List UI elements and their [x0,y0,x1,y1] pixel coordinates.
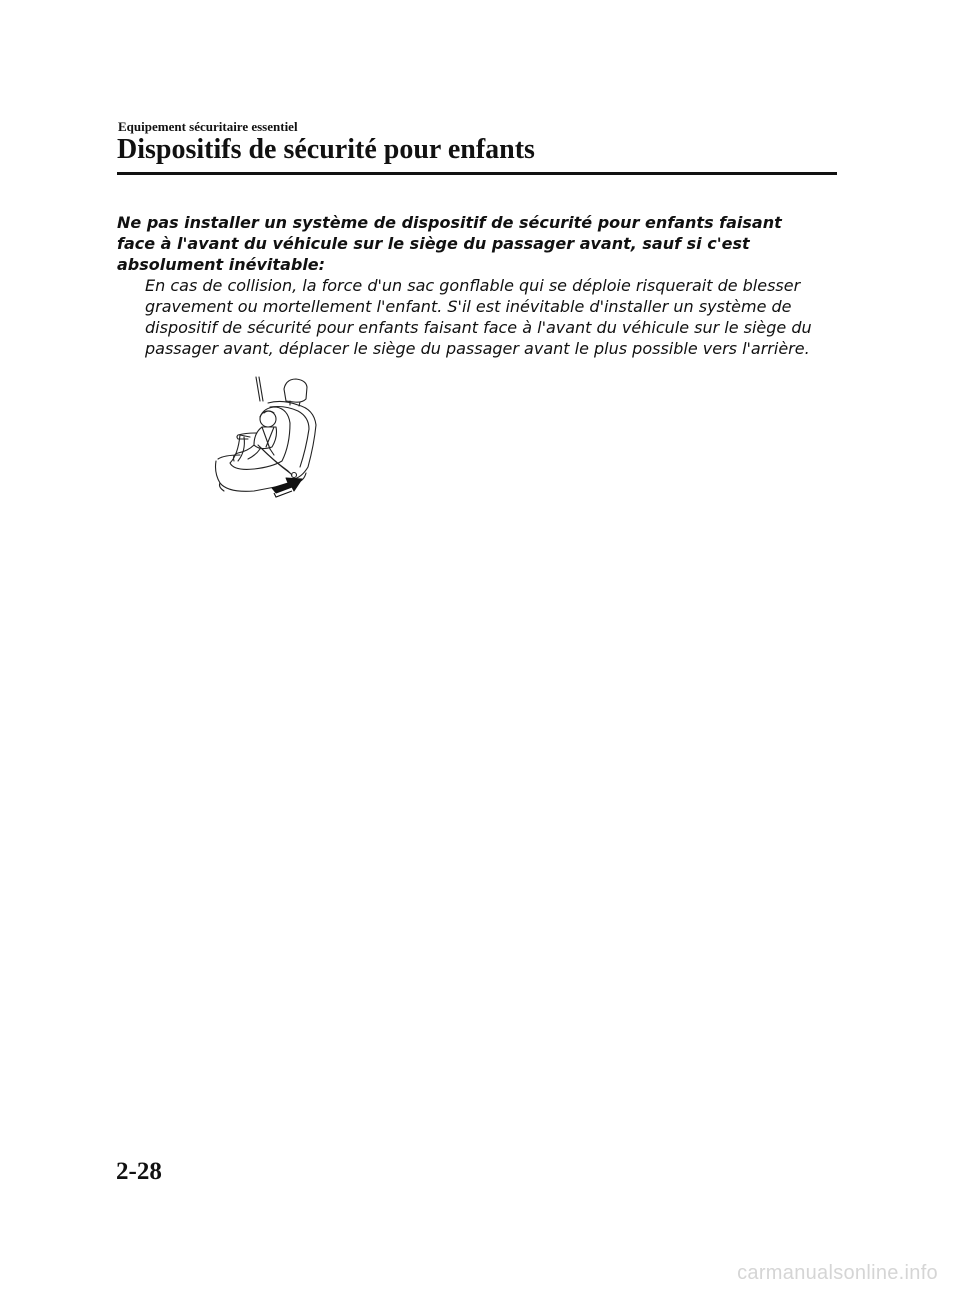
warning-heading: Ne pas installer un système de dispositif de sécurité pour enfants faisant face à l'avant du véhicule sur le siège du passager avant, sauf si c'est absolument inévitable: [117,213,782,274]
warning-block [117,212,817,359]
page-number: 2-28 [116,1158,162,1185]
arrow-icon [272,478,302,493]
watermark: carmanualsonline.info [737,1262,938,1284]
child-seat-forward-facing-icon [210,375,322,501]
page-title: Dispositifs de sécurité pour enfants [117,134,535,165]
title-rule [117,172,837,175]
warning-body: En cas de collision, la force d'un sac gonflable qui se déploie risquerait de blesser gravement ou mortellement l'enfant. S'il est inévitable d'installer un système de dispositif de sécurité pour enfants faisant face à l'avant du véhicule sur le siège du passager avant, déplacer le siège du passager avant le plus possible vers l'arrière. [145,276,812,358]
child-seat-illustration [210,375,322,501]
section-label: Equipement sécuritaire essentiel [118,119,298,134]
